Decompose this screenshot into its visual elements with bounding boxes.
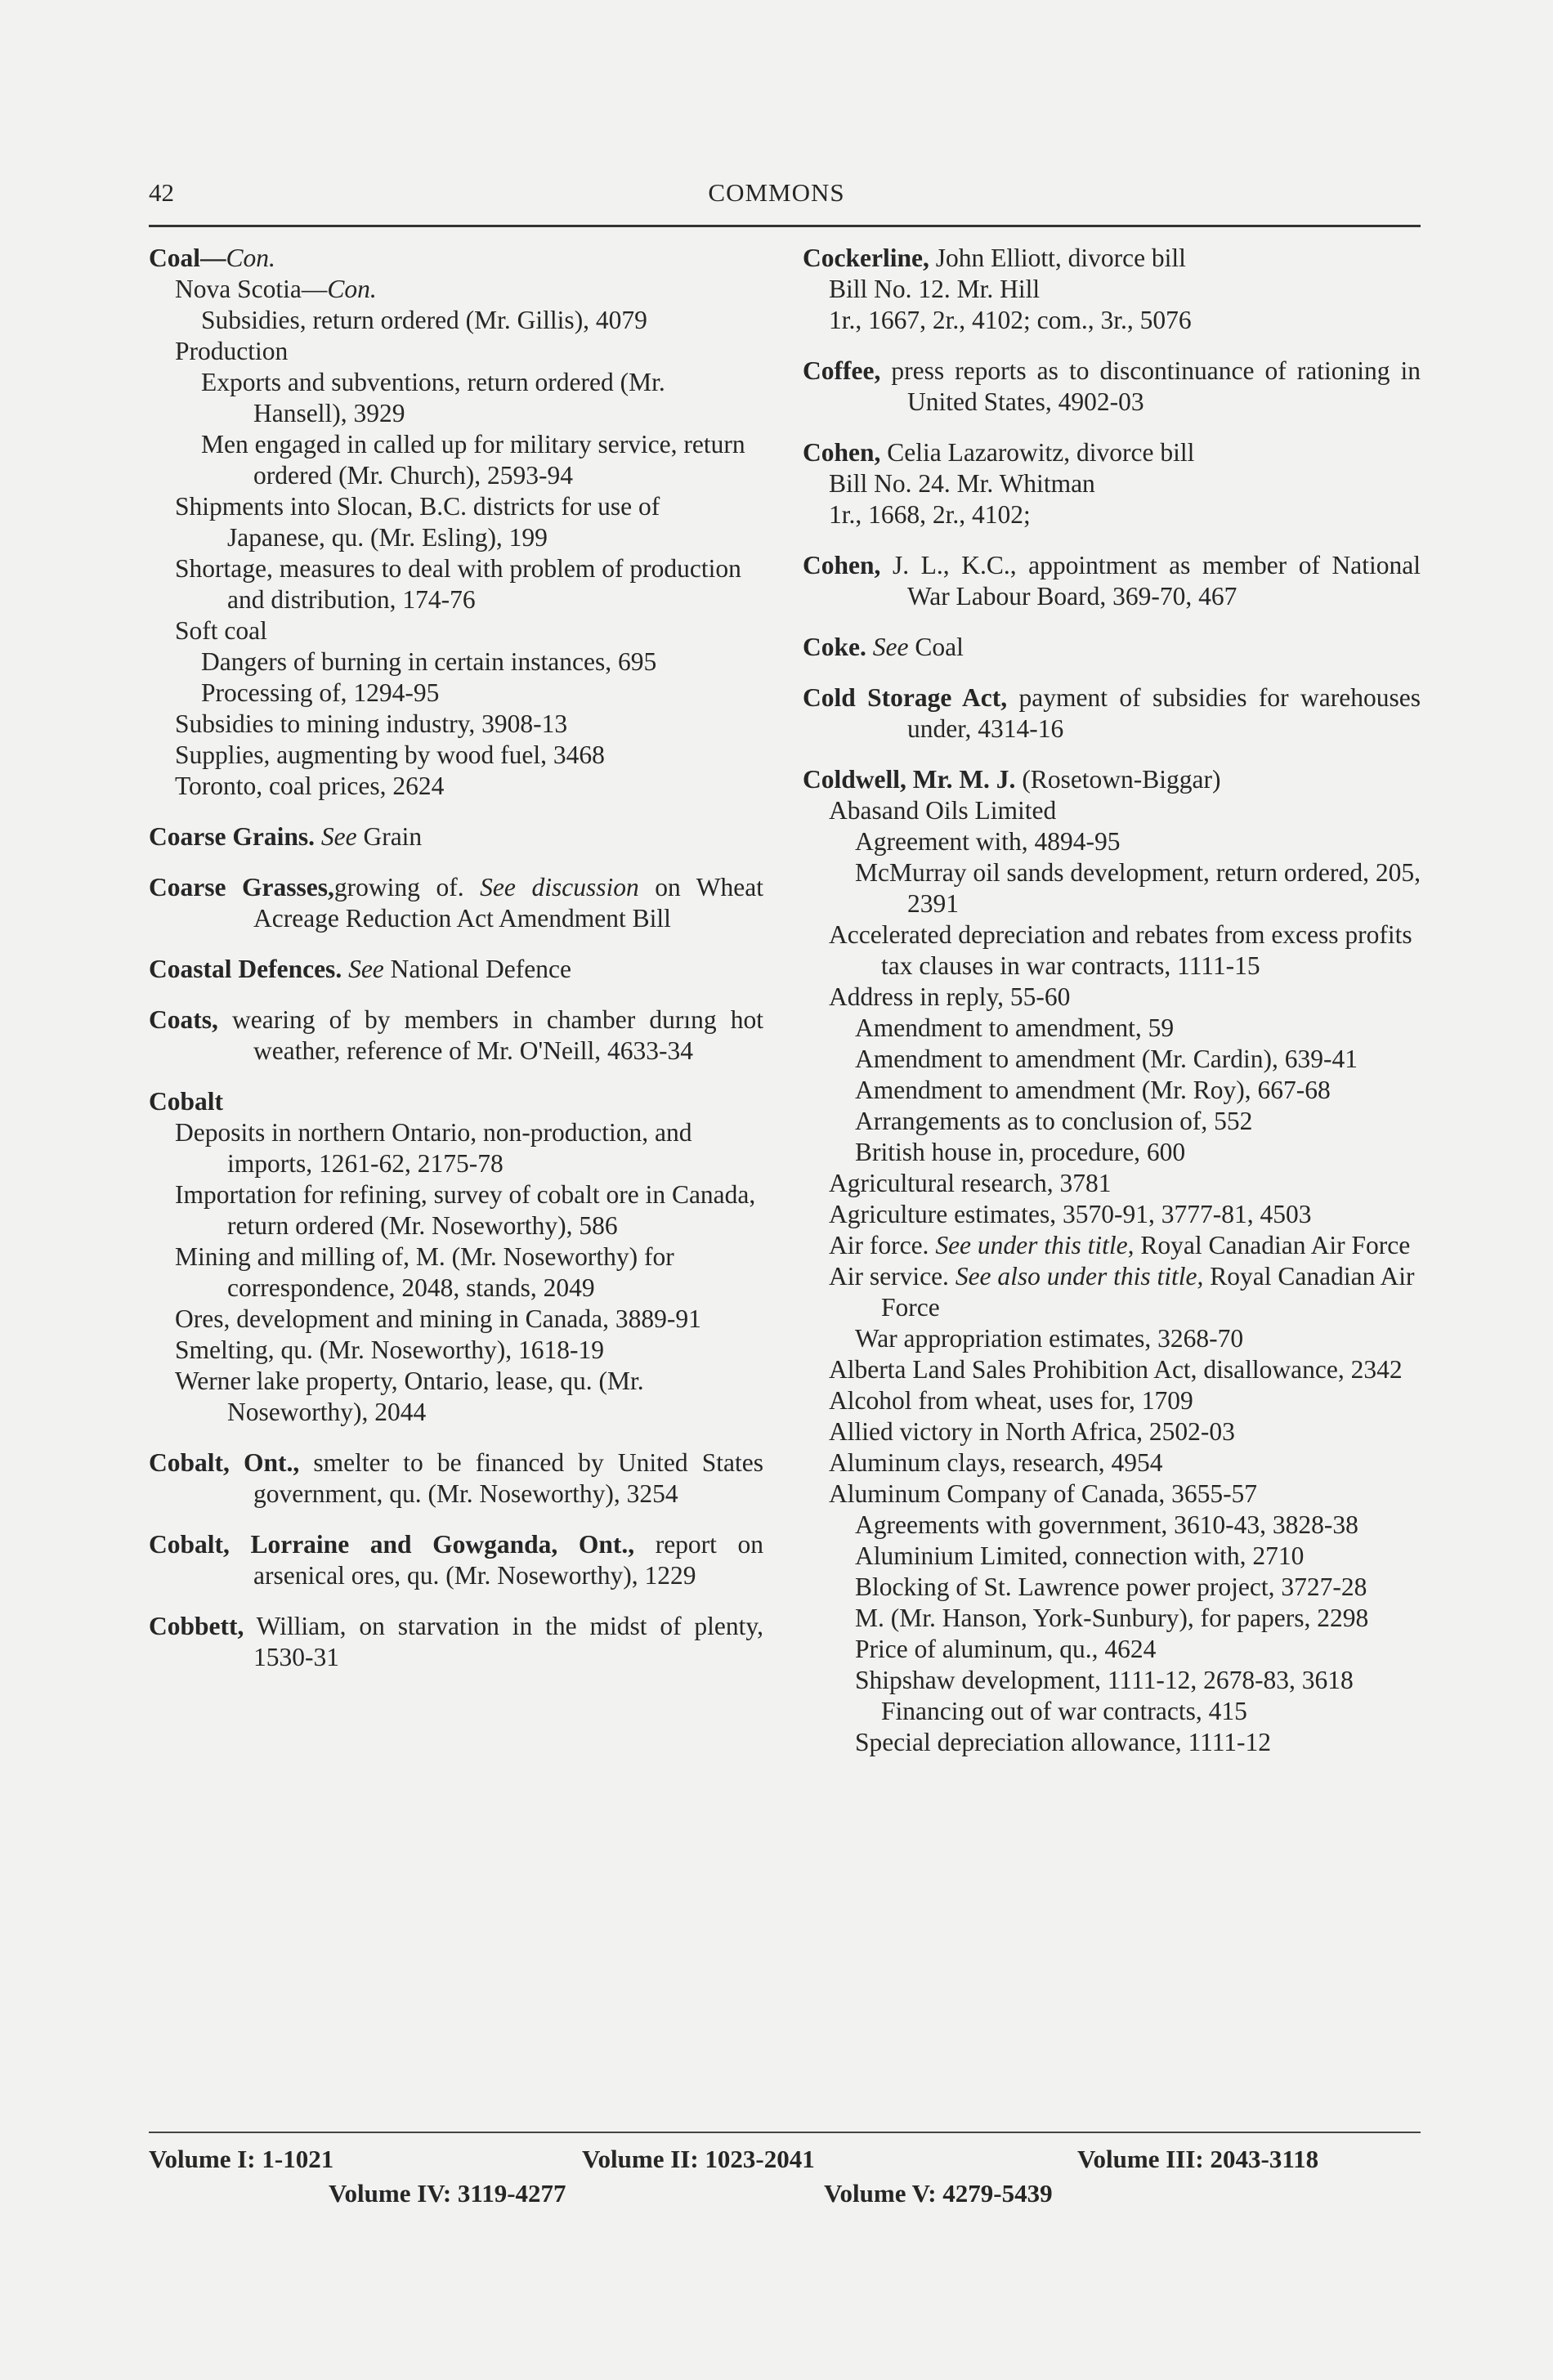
subentry-text: Price of aluminum, qu., 4624 [855,1635,1157,1663]
subentry [803,1479,1421,1510]
footer-volume-4: Volume IV: 3119-4277 [329,2179,566,2208]
entry-main-line [803,437,1421,468]
entry-heading: Cobbett, [149,1612,244,1640]
entry-main-line [149,1004,763,1067]
index-entry [149,1611,763,1673]
entry-heading: Coal— [149,244,226,272]
entry-heading: Cobalt, Ont., [149,1448,300,1477]
subentry-text: Amendment to amendment (Mr. Cardin), 639-41 [855,1045,1358,1073]
subentry [149,1304,763,1335]
entry-heading: Cold Storage Act, [803,683,1008,712]
entry-text: report on arsenical ores, qu. (Mr. Noseworthy), 1229 [253,1530,763,1590]
entry-heading: Coarse Grasses, [149,873,334,901]
index-column-right [803,243,1421,1778]
index-entry [803,243,1421,336]
index-entry [149,1004,763,1067]
entry-heading: Coastal Defences. [149,955,342,983]
entry-main-line [803,550,1421,612]
entry-main-line [149,243,763,274]
subentry [149,429,763,491]
subentry-text: Accelerated depreciation and rebates from excess profits tax clauses in war contracts, 1111-15 [829,920,1412,980]
subentry [803,1665,1421,1696]
entry-heading: Cohen, [803,551,881,579]
subentry [149,1335,763,1366]
subentry-text: Processing of, 1294-95 [201,678,440,707]
subentry [803,1137,1421,1168]
see-reference: See [872,633,909,661]
subentry [149,336,763,367]
subentry [803,1199,1421,1230]
see-reference: See [320,822,357,851]
entry-heading: Cobalt [149,1087,224,1116]
entry-heading: Coarse Grains. [149,822,315,851]
entry-main-line [803,243,1421,274]
subentry-text: Agricultural research, 3781 [829,1169,1112,1197]
subentry [149,646,763,678]
subentry-text: Aluminium Limited, connection with, 2710 [855,1541,1305,1570]
subentry [803,1603,1421,1634]
subentry [149,740,763,771]
subentry-text: Shipshaw development, 1111-12, 2678-83, 3618 [855,1666,1354,1694]
subentry-text: Smelting, qu. (Mr. Noseworthy), 1618-19 [175,1335,604,1364]
subentry-text: Air force. [829,1231,929,1259]
subentry [803,857,1421,919]
subentry-italic: See also under this title, [955,1262,1204,1291]
subentry-text: Abasand Oils Limited [829,796,1057,825]
entry-main-line [149,821,763,852]
subentry [803,1727,1421,1758]
subentry [149,553,763,615]
subentry-text: Shortage, measures to deal with problem of production and distribution, 174-76 [175,554,741,614]
subentry-text: Bill No. 24. Mr. Whitman [829,469,1095,498]
index-entry [803,764,1421,1758]
subentry [149,678,763,709]
subentry [803,305,1421,336]
index-entry [149,872,763,934]
index-entry [803,437,1421,530]
entry-heading: Coats, [149,1005,218,1034]
footer-volume-1: Volume I: 1-1021 [149,2145,334,2173]
entry-heading: Coldwell, Mr. M. J. [803,765,1016,794]
subentry-italic: See under this title, [935,1231,1135,1259]
subentry-text: Subsidies, return ordered (Mr. Gillis), 4079 [201,306,647,334]
entry-heading: Cockerline, [803,244,929,272]
subentry [149,367,763,429]
subentry-text: Men engaged in called up for military service, return ordered (Mr. Church), 2593-94 [201,430,745,490]
subentry-text: Shipments into Slocan, B.C. districts for use of Japanese, qu. (Mr. Esling), 199 [175,492,660,552]
subentry-text: Ores, development and mining in Canada, 3889-91 [175,1304,701,1333]
index-entry [803,682,1421,745]
footer-rule [149,2132,1421,2133]
entry-main-line [803,764,1421,795]
subentry-text: Aluminum clays, research, 4954 [829,1448,1163,1477]
subentry-text: Werner lake property, Ontario, lease, qu. (Mr. Noseworthy), 2044 [175,1367,644,1426]
index-entry [149,821,763,852]
subentry [803,1510,1421,1541]
subentry [803,1572,1421,1603]
subentry [149,491,763,553]
see-reference: See discussion [480,873,639,901]
entry-main-line [149,1529,763,1591]
subentry [803,499,1421,530]
entry-text: press reports as to discontinuance of rationing in United States, 4902-03 [891,356,1421,416]
entry-main-line [149,1086,763,1117]
index-entry [803,632,1421,663]
entry-main-line [149,1447,763,1510]
subentry [803,468,1421,499]
subentry-text: Agreements with government, 3610-43, 3828-38 [855,1510,1358,1539]
entry-text: Grain [363,822,423,851]
subentry [803,1106,1421,1137]
entry-text: payment of subsidies for warehouses under, 4314-16 [907,683,1421,743]
header-rule [149,225,1421,227]
index-entry [149,243,763,802]
subentry-text: Air service. [829,1262,949,1291]
subentry-text: McMurray oil sands development, return ordered, 205, 2391 [855,858,1421,918]
subentry [803,1230,1421,1261]
index-entry [149,1086,763,1428]
subentry [149,305,763,336]
index-entry [149,1447,763,1510]
entry-main-line [803,356,1421,418]
entry-main-line [149,954,763,985]
entry-text: wearing of by members in chamber durıng hot weather, reference of Mr. O'Neill, 4633-34 [232,1005,764,1065]
entry-main-line [149,1611,763,1673]
subentry-text: Toronto, coal prices, 2624 [175,772,445,800]
subentry-text: Agreement with, 4894-95 [855,827,1121,856]
subentry-text: Amendment to amendment (Mr. Roy), 667-68 [855,1076,1331,1104]
entry-heading: Cobalt, Lorraine and Gowganda, Ont., [149,1530,635,1559]
subentry-text: Mining and milling of, M. (Mr. Noseworthy) for correspondence, 2048, stands, 2049 [175,1242,674,1302]
subentry [149,1179,763,1241]
entry-text: Coal [915,633,964,661]
subentry [803,1447,1421,1479]
index-entry [803,356,1421,418]
entry-heading: Cohen, [803,438,881,467]
subentry [803,1075,1421,1106]
subentry [803,795,1421,826]
index-entry [149,1529,763,1591]
subentry-italic: Con. [327,275,377,303]
subentry-text: Deposits in northern Ontario, non-production, and imports, 1261-62, 2175-78 [175,1118,692,1178]
entry-text-continued: on Wheat Acreage Reduction Act Amendment Bill [253,873,763,933]
subentry-text: Address in reply, 55-60 [829,982,1071,1011]
entry-main-line [149,872,763,934]
subentry-text: Bill No. 12. Mr. Hill [829,275,1041,303]
subentry-text: Aluminum Company of Canada, 3655-57 [829,1479,1258,1508]
subentry [149,771,763,802]
entry-text: J. L., K.C., appointment as member of National War Labour Board, 369-70, 467 [892,551,1421,611]
entry-main-line [803,632,1421,663]
subentry [803,1354,1421,1385]
subentry [803,1044,1421,1075]
see-reference: See [348,955,384,983]
subentry-text-continued: Royal Canadian Air Force [1140,1231,1411,1259]
entry-text: Celia Lazarowitz, divorce bill [887,438,1195,467]
subentry-text: Blocking of St. Lawrence power project, 3727-28 [855,1572,1367,1601]
subentry-text: Nova Scotia— [175,275,328,303]
subentry-text: Importation for refining, survey of cobalt ore in Canada, return ordered (Mr. Noseworthy), 586 [175,1180,756,1240]
entry-text: growing of. [333,873,464,901]
subentry-text: Soft coal [175,616,267,645]
subentry-text: Special depreciation allowance, 1111-12 [855,1728,1272,1756]
index-column-left [149,243,763,1693]
subentry-text: War appropriation estimates, 3268-70 [855,1324,1244,1353]
subentry [803,1541,1421,1572]
index-entry [149,954,763,985]
subentry [149,1366,763,1428]
subentry-text: M. (Mr. Hanson, York-Sunbury), for papers, 2298 [855,1604,1369,1632]
subentry [149,709,763,740]
entry-text: National Defence [390,955,571,983]
subentry-text: Dangers of burning in certain instances, 695 [201,647,657,676]
subentry [803,1168,1421,1199]
subentry-text: Supplies, augmenting by wood fuel, 3468 [175,740,605,769]
entry-heading: Coffee, [803,356,881,385]
subentry-text: Subsidies to mining industry, 3908-13 [175,709,568,738]
subentry [803,1696,1421,1727]
subentry [803,1385,1421,1416]
subentry [803,1634,1421,1665]
subentry [803,1261,1421,1323]
subentry [149,615,763,646]
subentry-text: Amendment to amendment, 59 [855,1013,1175,1042]
subentry-text: Production [175,337,289,365]
subentry-text: Exports and subventions, return ordered (Mr. Hansell), 3929 [201,368,665,427]
page-number: 42 [149,178,174,207]
subentry [803,826,1421,857]
subentry-text: Arrangements as to conclusion of, 552 [855,1107,1253,1135]
subentry-text: British house in, procedure, 600 [855,1138,1186,1166]
entry-text: (Rosetown-Biggar) [1022,765,1221,794]
entry-main-line [803,682,1421,745]
subentry-text: Alcohol from wheat, uses for, 1709 [829,1386,1193,1415]
subentry-text: Financing out of war contracts, 415 [881,1697,1247,1725]
subentry [803,274,1421,305]
footer-volume-3: Volume III: 2043-3118 [1077,2145,1319,2173]
subentry-text: 1r., 1667, 2r., 4102; com., 3r., 5076 [829,306,1192,334]
index-entry [803,550,1421,612]
subentry-text-continued: Royal Canadian Air Force [881,1262,1415,1322]
subentry [149,1117,763,1179]
subentry-text: 1r., 1668, 2r., 4102; [829,500,1031,529]
subentry-text: Agriculture estimates, 3570-91, 3777-81, 4503 [829,1200,1312,1228]
subentry [803,1013,1421,1044]
subentry [803,1416,1421,1447]
subentry [803,1323,1421,1354]
footer-volume-2: Volume II: 1023-2041 [582,2145,815,2173]
subentry [149,1241,763,1304]
entry-heading: Coke. [803,633,866,661]
subentry [803,919,1421,982]
entry-text: John Elliott, divorce bill [935,244,1186,272]
running-head: COMMONS [708,178,845,207]
entry-heading-continued: Con. [226,244,275,272]
subentry-text: Alberta Land Sales Prohibition Act, disallowance, 2342 [829,1355,1403,1384]
subentry [803,982,1421,1013]
entry-text: smelter to be financed by United States government, qu. (Mr. Noseworthy), 3254 [253,1448,763,1508]
subentry [149,274,763,305]
footer-volume-5: Volume V: 4279-5439 [824,2179,1053,2208]
subentry-text: Allied victory in North Africa, 2502-03 [829,1417,1235,1446]
entry-text: William, on starvation in the midst of plenty, 1530-31 [253,1612,763,1671]
